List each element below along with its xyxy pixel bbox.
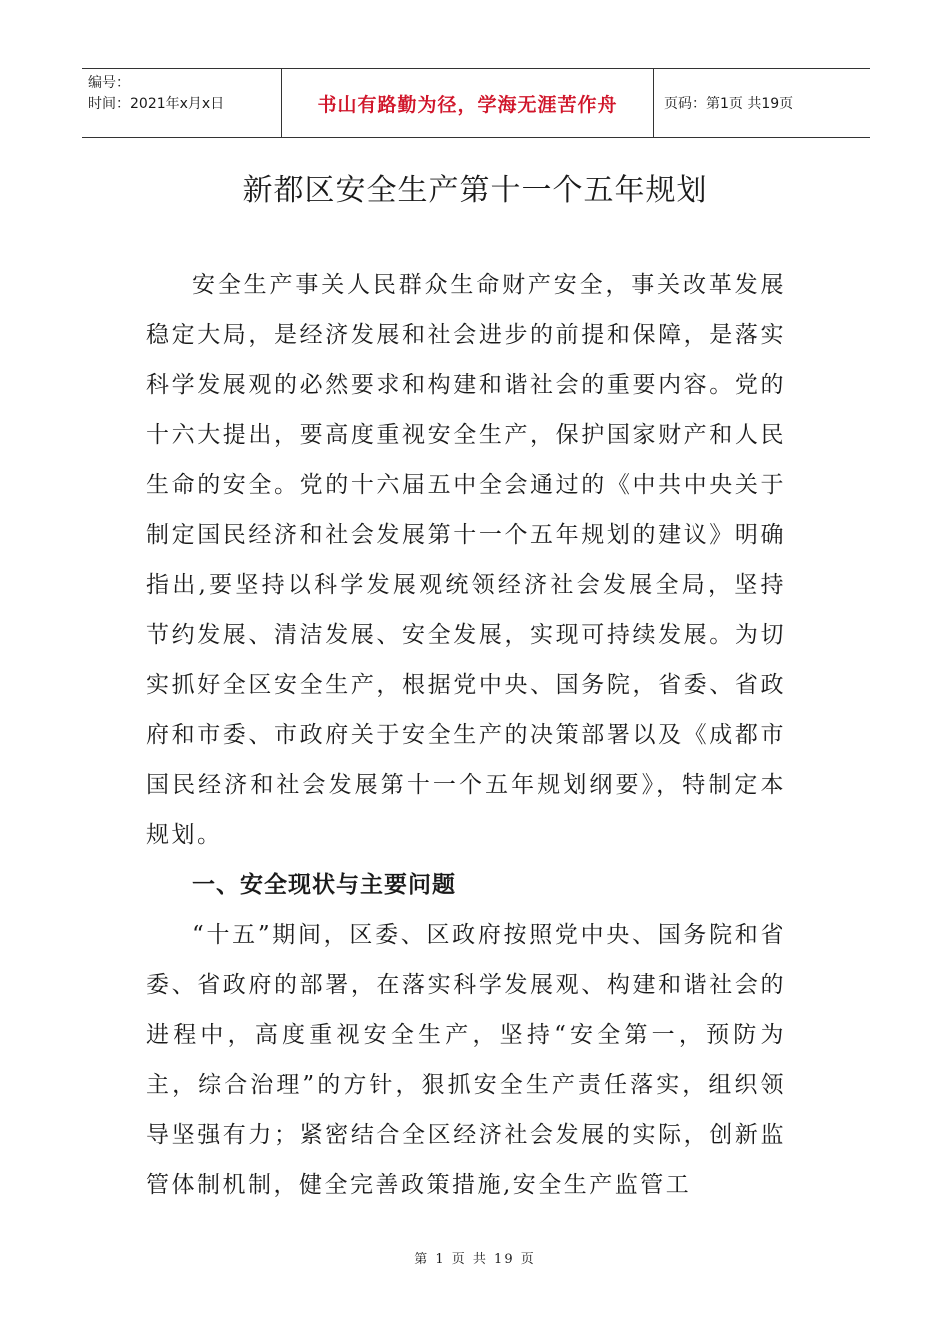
document-body [146,260,786,1210]
time-label: 时间：2021年x月x日 [88,96,225,112]
header-page-cell [654,69,870,137]
code-label: 编号： [88,75,130,91]
section-heading: 一、安全现状与主要问题 [192,872,456,898]
motto-text: 书山有路勤为径，学海无涯苦作舟 [317,93,618,116]
paragraph-intro: 安全生产事关人民群众生命财产安全，事关改革发展稳定大局，是经济发展和社会进步的前提和保障，是落实科学发展观的必然要求和构建和谐社会的重要内容。党的十六大提出，要高度重视安全生产，保护国家财产和人民生命的安全。党的十六届五中全会通过的《中共中央关于制定国民经济和社会发展第十一个五年规划的建议》明确指出,要坚持以科学发展观统领经济社会发展全局，坚持节约发展、清洁发展、安全发展，实现可持续发展。为切实抓好全区安全生产，根据党中央、国务院，省委、省政府和市委、市政府关于安全生产的决策部署以及《成都市国民经济和社会发展第十一个五年规划纲要》，特制定本规划。 [146,272,786,848]
document-title: 新都区安全生产第十一个五年规划 [242,173,708,208]
paragraph-status: “十五”期间，区委、区政府按照党中央、国务院和省委、省政府的部署，在落实科学发展观、构建和谐社会的进程中，高度重视安全生产，坚持“安全第一，预防为主，综合治理”的方针，狠抓安全生产责任落实，组织领导坚强有力；紧密结合全区经济社会发展的实际，创新监管体制机制，健全完善政策措施,安全生产监管工 [146,922,786,1198]
header-meta-cell [82,69,282,137]
page-info: 页码：第1页 共19页 [664,96,794,112]
header-table [82,68,870,138]
header-motto-cell [282,69,654,137]
page-footer: 第 1 页 共 19 页 [414,1252,536,1267]
